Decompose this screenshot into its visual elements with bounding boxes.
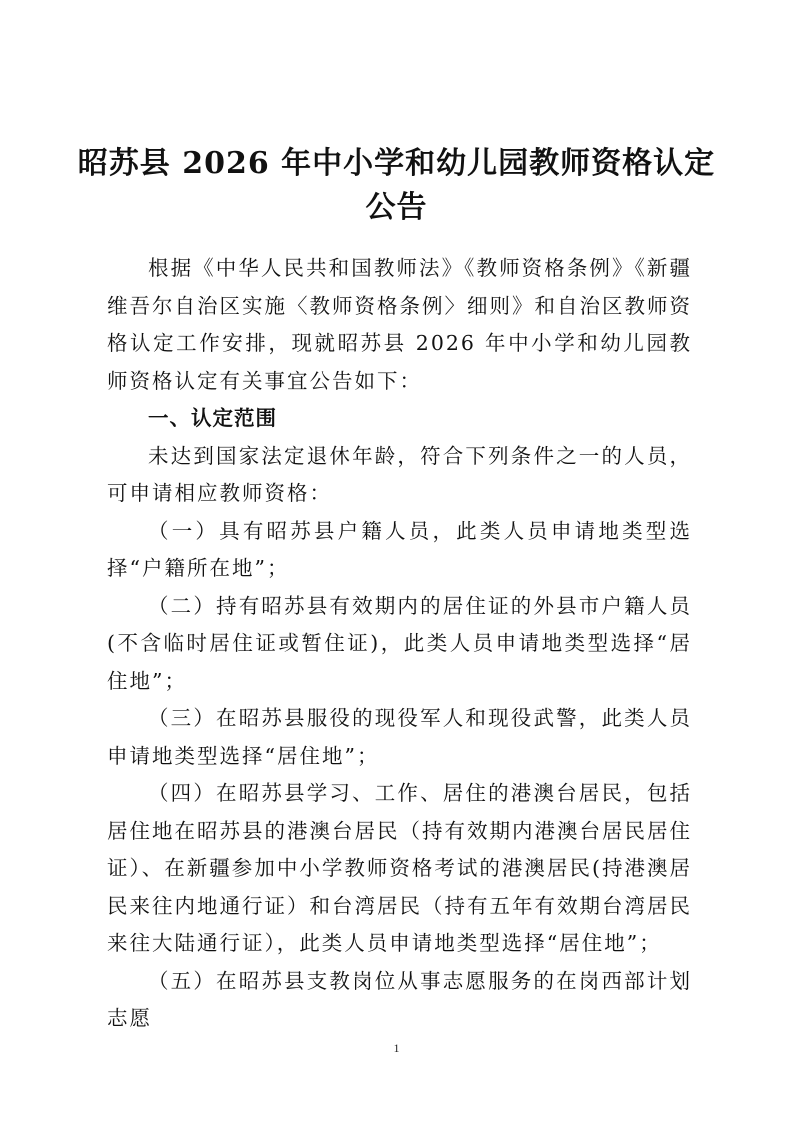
condition-item-1: （一）具有昭苏县户籍人员，此类人员申请地类型选择“户籍所在地”； [107,518,692,580]
condition-item-3: （三）在昭苏县服役的现役军人和现役武警，此类人员申请地类型选择“居住地”； [107,706,692,768]
section-heading-scope: 一、认定范围 [148,406,277,430]
document-title-line-1: 昭苏县 2026 年中小学和幼儿园教师资格认定 [77,146,716,181]
eligibility-paragraph: 未达到国家法定退休年龄，符合下列条件之一的人员，可申请相应教师资格： [107,443,692,505]
condition-item-2: （二）持有昭苏县有效期内的居住证的外县市户籍人员(不含临时居住证或暂住证)，此类人员申请地类型选择“居住地”； [107,593,692,693]
condition-item-5: （五）在昭苏县支教岗位从事志愿服务的在岗西部计划志愿 [107,968,692,1030]
document-body [107,250,692,1038]
condition-item-4: （四）在昭苏县学习、工作、居住的港澳台居民，包括居住地在昭苏县的港澳台居民（持有效期内港澳台居民居住证）、在新疆参加中小学教师资格考试的港澳居民(持港澳居民来往内地通行证）和台湾居民（持有五年有效期台湾居民来往大陆通行证），此类人员申请地类型选择“居住地”； [107,781,692,955]
intro-paragraph: 根据《中华人民共和国教师法》《教师资格条例》《新疆维吾尔自治区实施〈教师资格条例〉细则》和自治区教师资格认定工作安排，现就昭苏县 2026 年中小学和幼儿园教师资格认定有关事宜公告如下： [107,256,692,393]
document-title-line-2: 公告 [365,190,428,225]
page-number: 1 [393,1041,400,1055]
